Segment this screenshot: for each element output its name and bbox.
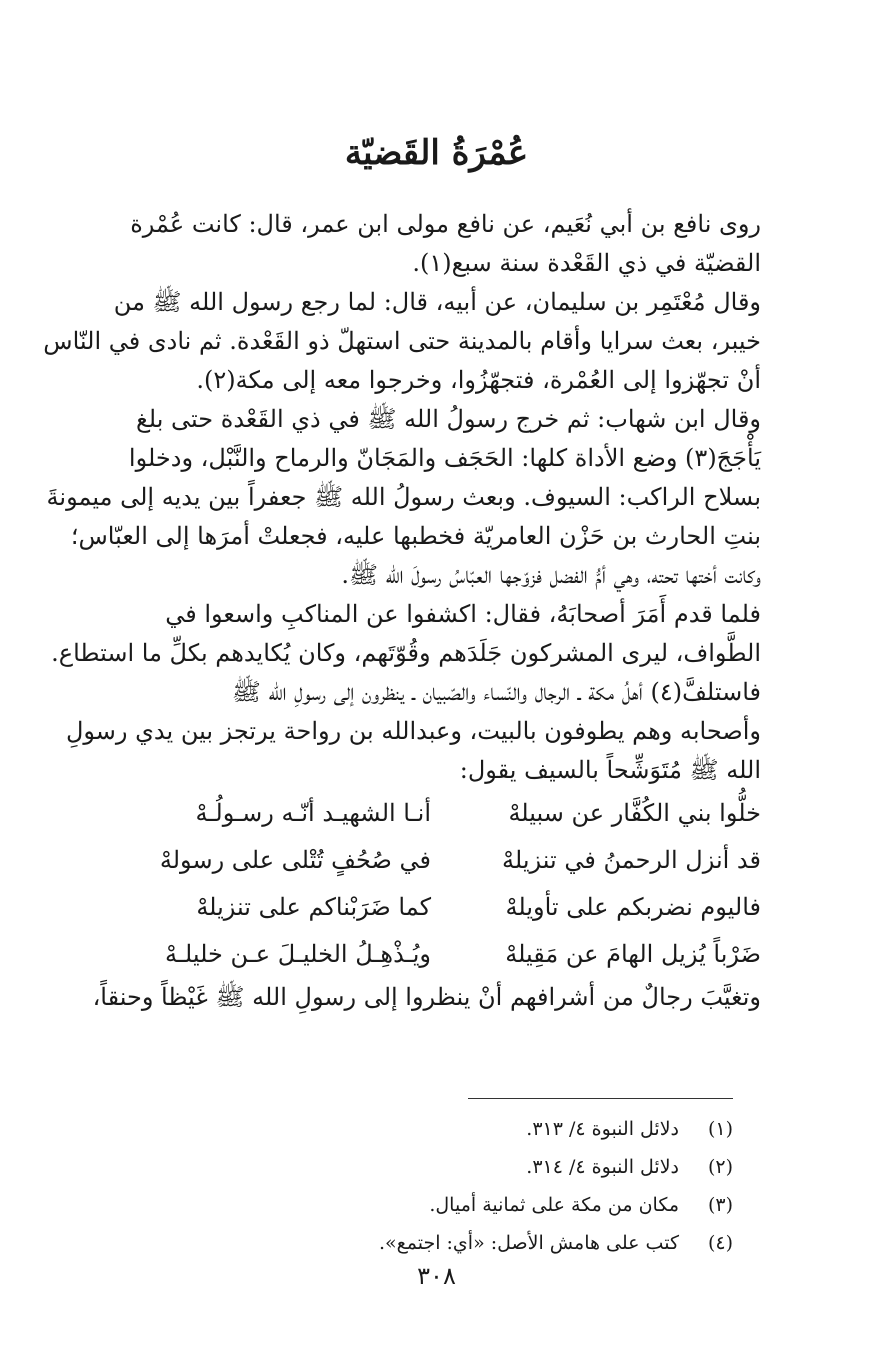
footnote xyxy=(133,1148,733,1186)
text-line: خيبر، بعث سرايا وأقام بالمدينة حتى استهلّ ذو القَعْدة. ثم نادى في النّاس xyxy=(43,327,761,355)
paragraph-4 xyxy=(51,595,761,790)
page-number: ٣٠٨ xyxy=(417,1262,456,1290)
closing-paragraph xyxy=(92,978,761,1017)
poem-first-hemistich: فاليوم نضربكم على تأويلهْ xyxy=(505,893,761,921)
body-text xyxy=(43,205,761,1017)
text-line: فاستلفَّ(٤) أهلُ مكة ـ الرجال والنّساء والصّبيان ـ ينظرون إلى رسولِ الله ﷺ xyxy=(231,678,761,706)
text-line: الطَّواف، ليرى المشركون جَلَدَهم وقُوّتَهم، وكان يُكايدهم بكلِّ ما استطاع. xyxy=(51,639,761,667)
poem-first-hemistich: ضَرْباً يُزيل الهامَ عن مَقِيلهْ xyxy=(505,940,761,968)
text-line: يَأْجَجَ(٣) وضع الأداة كلها: الحَجَف والمَجَانّ والرماح والنَّبْل، ودخلوا xyxy=(128,444,761,472)
page-title: عُمْرَةُ القَضيّة xyxy=(344,133,529,173)
text-line: وقال مُعْتَمِر بن سليمان، عن أبيه، قال: لما رجع رسول الله ﷺ من xyxy=(113,288,761,316)
text-line: وقال ابن شهاب: ثم خرج رسولُ الله ﷺ في ذي القَعْدة حتى بلغ xyxy=(136,405,761,433)
poem-second-hemistich: كما ضَرَبْناكم على تنزيلهْ xyxy=(196,893,431,921)
poem-first-hemistich: خلُّوا بني الكُفَّار عن سبيلهْ xyxy=(508,799,761,827)
text-line: بنتِ الحارث بن حَزْن العامريّة فخطبها عليه، فجعلتْ أمرَها إلى العبّاس؛ xyxy=(70,522,761,550)
paragraph-3 xyxy=(46,400,761,595)
poem-verse xyxy=(101,884,761,931)
poem-verse xyxy=(101,837,761,884)
poem-second-hemistich: في صُحُفٍ تُتْلى على رسولهْ xyxy=(159,846,431,874)
footnote-text: دلائل النبوة ٤/ ٣١٤. xyxy=(526,1156,679,1178)
footnote xyxy=(133,1224,733,1262)
text-line: وكانت أختها تحته، وهي أمُّ الفضل فزوّجها العبّاسُ رسولَ الله ﷺ. xyxy=(341,561,761,589)
footnote-text: كتب على هامش الأصل: «أي: اجتمع». xyxy=(378,1232,679,1254)
footnote-number: (١) xyxy=(707,1118,733,1140)
footnote-text: مكان من مكة على ثمانية أميال. xyxy=(429,1194,679,1216)
text-line: أنْ تجهّزوا إلى العُمْرة، فتجهّزُوا، وخرجوا معه إلى مكة(٢). xyxy=(196,366,761,394)
poem-second-hemistich: أنـا الشهيـد أنّـه رسـولُـهْ xyxy=(195,799,431,827)
footnote xyxy=(133,1110,733,1148)
poem-verse xyxy=(101,790,761,837)
footnote-number: (٣) xyxy=(707,1194,733,1216)
poem-verse xyxy=(101,931,761,978)
footnotes xyxy=(133,1110,733,1262)
poem xyxy=(101,790,761,978)
text-line: بسلاح الراكب: السيوف. وبعث رسولُ الله ﷺ جعفراً بين يديه إلى ميمونةَ xyxy=(46,483,761,511)
paragraph-1 xyxy=(101,205,761,283)
text-line: الله ﷺ مُتَوَشِّحاً بالسيف يقول: xyxy=(459,756,761,784)
text-line: وتغيَّبَ رجالٌ من أشرافهم أنْ ينظروا إلى رسولِ الله ﷺ غَيْظاً وحنقاً، xyxy=(92,983,761,1011)
poem-first-hemistich: قد أنزل الرحمنُ في تنزيلهْ xyxy=(502,846,761,874)
text-line: وأصحابه وهم يطوفون بالبيت، وعبدالله بن رواحة يرتجز بين يدي رسولِ xyxy=(65,717,761,745)
footnote-divider xyxy=(468,1098,733,1099)
footnote-number: (٢) xyxy=(707,1156,733,1178)
paragraph-2 xyxy=(43,283,761,400)
footnote xyxy=(133,1186,733,1224)
footnote-text: دلائل النبوة ٤/ ٣١٣. xyxy=(526,1118,679,1140)
text-line: القضيّة في ذي القَعْدة سنة سبع(١). xyxy=(412,249,761,277)
poem-second-hemistich: ويُـذْهِـلُ الخليـلَ عـن خليلـهْ xyxy=(164,940,431,968)
footnote-number: (٤) xyxy=(707,1232,733,1254)
text-line: روى نافع بن أبي نُعَيم، عن نافع مولى ابن عمر، قال: كانت عُمْرة xyxy=(130,210,761,238)
text-line: فلما قدم أَمَرَ أصحابَهُ، فقال: اكشفوا عن المناكبِ واسعوا في xyxy=(165,600,761,628)
